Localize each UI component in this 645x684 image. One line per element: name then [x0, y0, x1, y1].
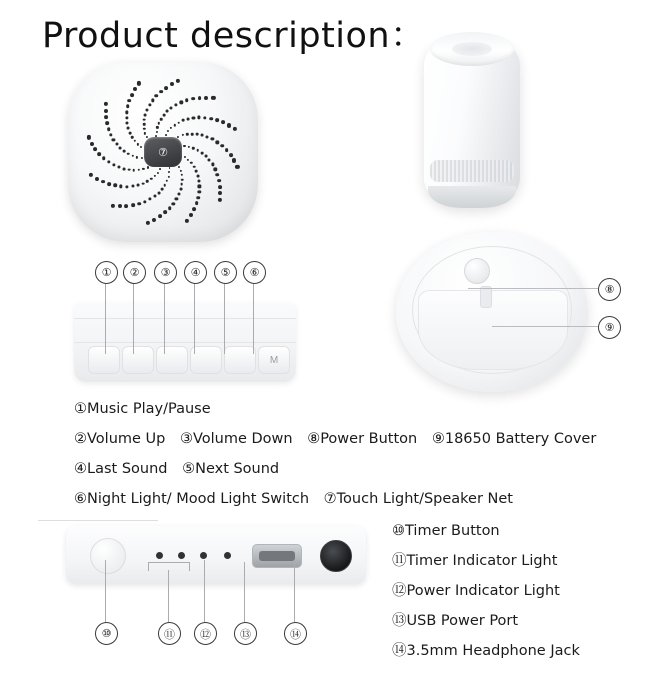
legend-text: Volume Down	[192, 431, 293, 447]
callout-9: ⑨	[598, 316, 621, 339]
speaker-center-badge: ⑦	[144, 137, 182, 167]
list-item	[392, 546, 632, 576]
legend-text: Last Sound	[87, 461, 168, 477]
legend-text: USB Power Port	[406, 613, 519, 629]
legend-mark: ⑩	[392, 523, 405, 539]
leader-line-13	[244, 562, 245, 622]
legend-item	[74, 461, 167, 477]
device-base-illustration	[396, 232, 588, 392]
control-key-5	[224, 346, 256, 374]
lamp-speaker-band	[430, 160, 514, 182]
leader-line-4	[194, 282, 195, 354]
timer-indicator-light-1	[156, 552, 163, 559]
legend-mark: ⑨	[431, 431, 445, 447]
control-bar-seam-bottom	[74, 342, 296, 343]
battery-cover	[418, 290, 568, 370]
legend-mark: ④	[74, 461, 87, 477]
callout-10: ⑩	[95, 622, 118, 645]
control-bar-seam-top	[74, 318, 296, 319]
leader-bracket-11	[148, 562, 190, 571]
page-title: Product description：	[42, 16, 426, 56]
speaker-front-illustration	[68, 62, 258, 242]
control-key-6: M	[258, 346, 290, 374]
list-item	[392, 516, 632, 546]
leader-line-14	[294, 562, 295, 622]
control-bar-body	[74, 302, 296, 382]
leader-line-6	[253, 282, 254, 354]
leader-line-9	[492, 326, 598, 327]
battery-cover-latch	[480, 286, 492, 308]
legend-text: Timer Indicator Light	[406, 553, 558, 569]
control-key-3	[156, 346, 188, 374]
legend-text: 18650 Battery Cover	[444, 431, 597, 447]
power-indicator-light	[224, 552, 231, 559]
callout-4: ④	[184, 261, 207, 284]
timer-indicator-light-3	[200, 552, 207, 559]
legend-mark: ⑦	[323, 491, 337, 507]
legend-item	[432, 431, 596, 447]
timer-indicator-light-2	[178, 552, 185, 559]
legend-item	[180, 431, 293, 447]
list-item	[392, 576, 632, 606]
callout-5: ⑤	[214, 261, 237, 284]
leader-line-2	[133, 282, 134, 354]
port-legend-list	[392, 516, 632, 666]
leader-line-3	[164, 282, 165, 354]
callout-14: ⑭	[284, 622, 307, 645]
leader-line-11	[168, 570, 169, 622]
leader-line-10	[105, 560, 106, 622]
callout-11: ⑪	[158, 622, 181, 645]
legend-text: 3.5mm Headphone Jack	[406, 643, 580, 659]
legend-mark: ⑭	[392, 643, 407, 659]
leader-line-5	[224, 282, 225, 354]
legend-item	[74, 491, 309, 507]
legend-item	[74, 401, 211, 417]
legend-mark: ③	[179, 431, 193, 447]
legend-item	[324, 491, 513, 507]
legend-mark: ①	[74, 401, 87, 417]
legend-mark: ②	[74, 431, 87, 447]
legend-text: Next Sound	[195, 461, 280, 477]
callout-13: ⑬	[234, 622, 257, 645]
legend-mark: ⑫	[392, 583, 407, 599]
callout-12: ⑫	[194, 622, 217, 645]
legend-mark: ⑤	[182, 461, 196, 477]
legend-item	[307, 431, 417, 447]
timer-button	[90, 538, 126, 574]
list-item	[392, 606, 632, 636]
list-item	[392, 636, 632, 666]
legend-text: Music Play/Pause	[87, 401, 211, 417]
leader-line-12	[204, 560, 205, 622]
callout-6: ⑥	[243, 261, 266, 284]
legend-mark: ⑪	[392, 553, 407, 569]
legend-mark: ⑥	[74, 491, 87, 507]
legend-row	[74, 454, 614, 484]
legend-mark: ⑬	[392, 613, 407, 629]
callout-2: ②	[123, 261, 146, 284]
legend-item	[74, 431, 165, 447]
callout-3: ③	[154, 261, 177, 284]
legend-text: Power Indicator Light	[406, 583, 560, 599]
legend-item	[182, 461, 279, 477]
lamp-illustration	[424, 18, 520, 208]
legend-text: Volume Up	[87, 431, 166, 447]
legend-row	[74, 424, 614, 454]
port-panel-body	[66, 526, 366, 584]
headphone-jack	[320, 540, 352, 572]
leader-line-1	[105, 282, 106, 354]
control-key-1	[88, 346, 120, 374]
power-button	[464, 258, 490, 284]
legend-mark: ⑧	[307, 431, 321, 447]
legend-row	[74, 394, 614, 424]
port-panel-edge-line	[38, 520, 158, 521]
lamp-foot	[428, 186, 516, 208]
control-bar-illustration	[56, 258, 306, 388]
callout-8: ⑧	[598, 278, 621, 301]
control-key-2	[122, 346, 154, 374]
callout-1: ①	[95, 261, 118, 284]
leader-line-8	[468, 288, 598, 289]
legend-text: Power Button	[320, 431, 418, 447]
legend-list	[74, 394, 614, 514]
legend-text: Timer Button	[405, 523, 500, 539]
legend-text: Touch Light/Speaker Net	[336, 491, 513, 507]
lamp-top-diffuser	[430, 32, 514, 66]
legend-text: Night Light/ Mood Light Switch	[87, 491, 310, 507]
